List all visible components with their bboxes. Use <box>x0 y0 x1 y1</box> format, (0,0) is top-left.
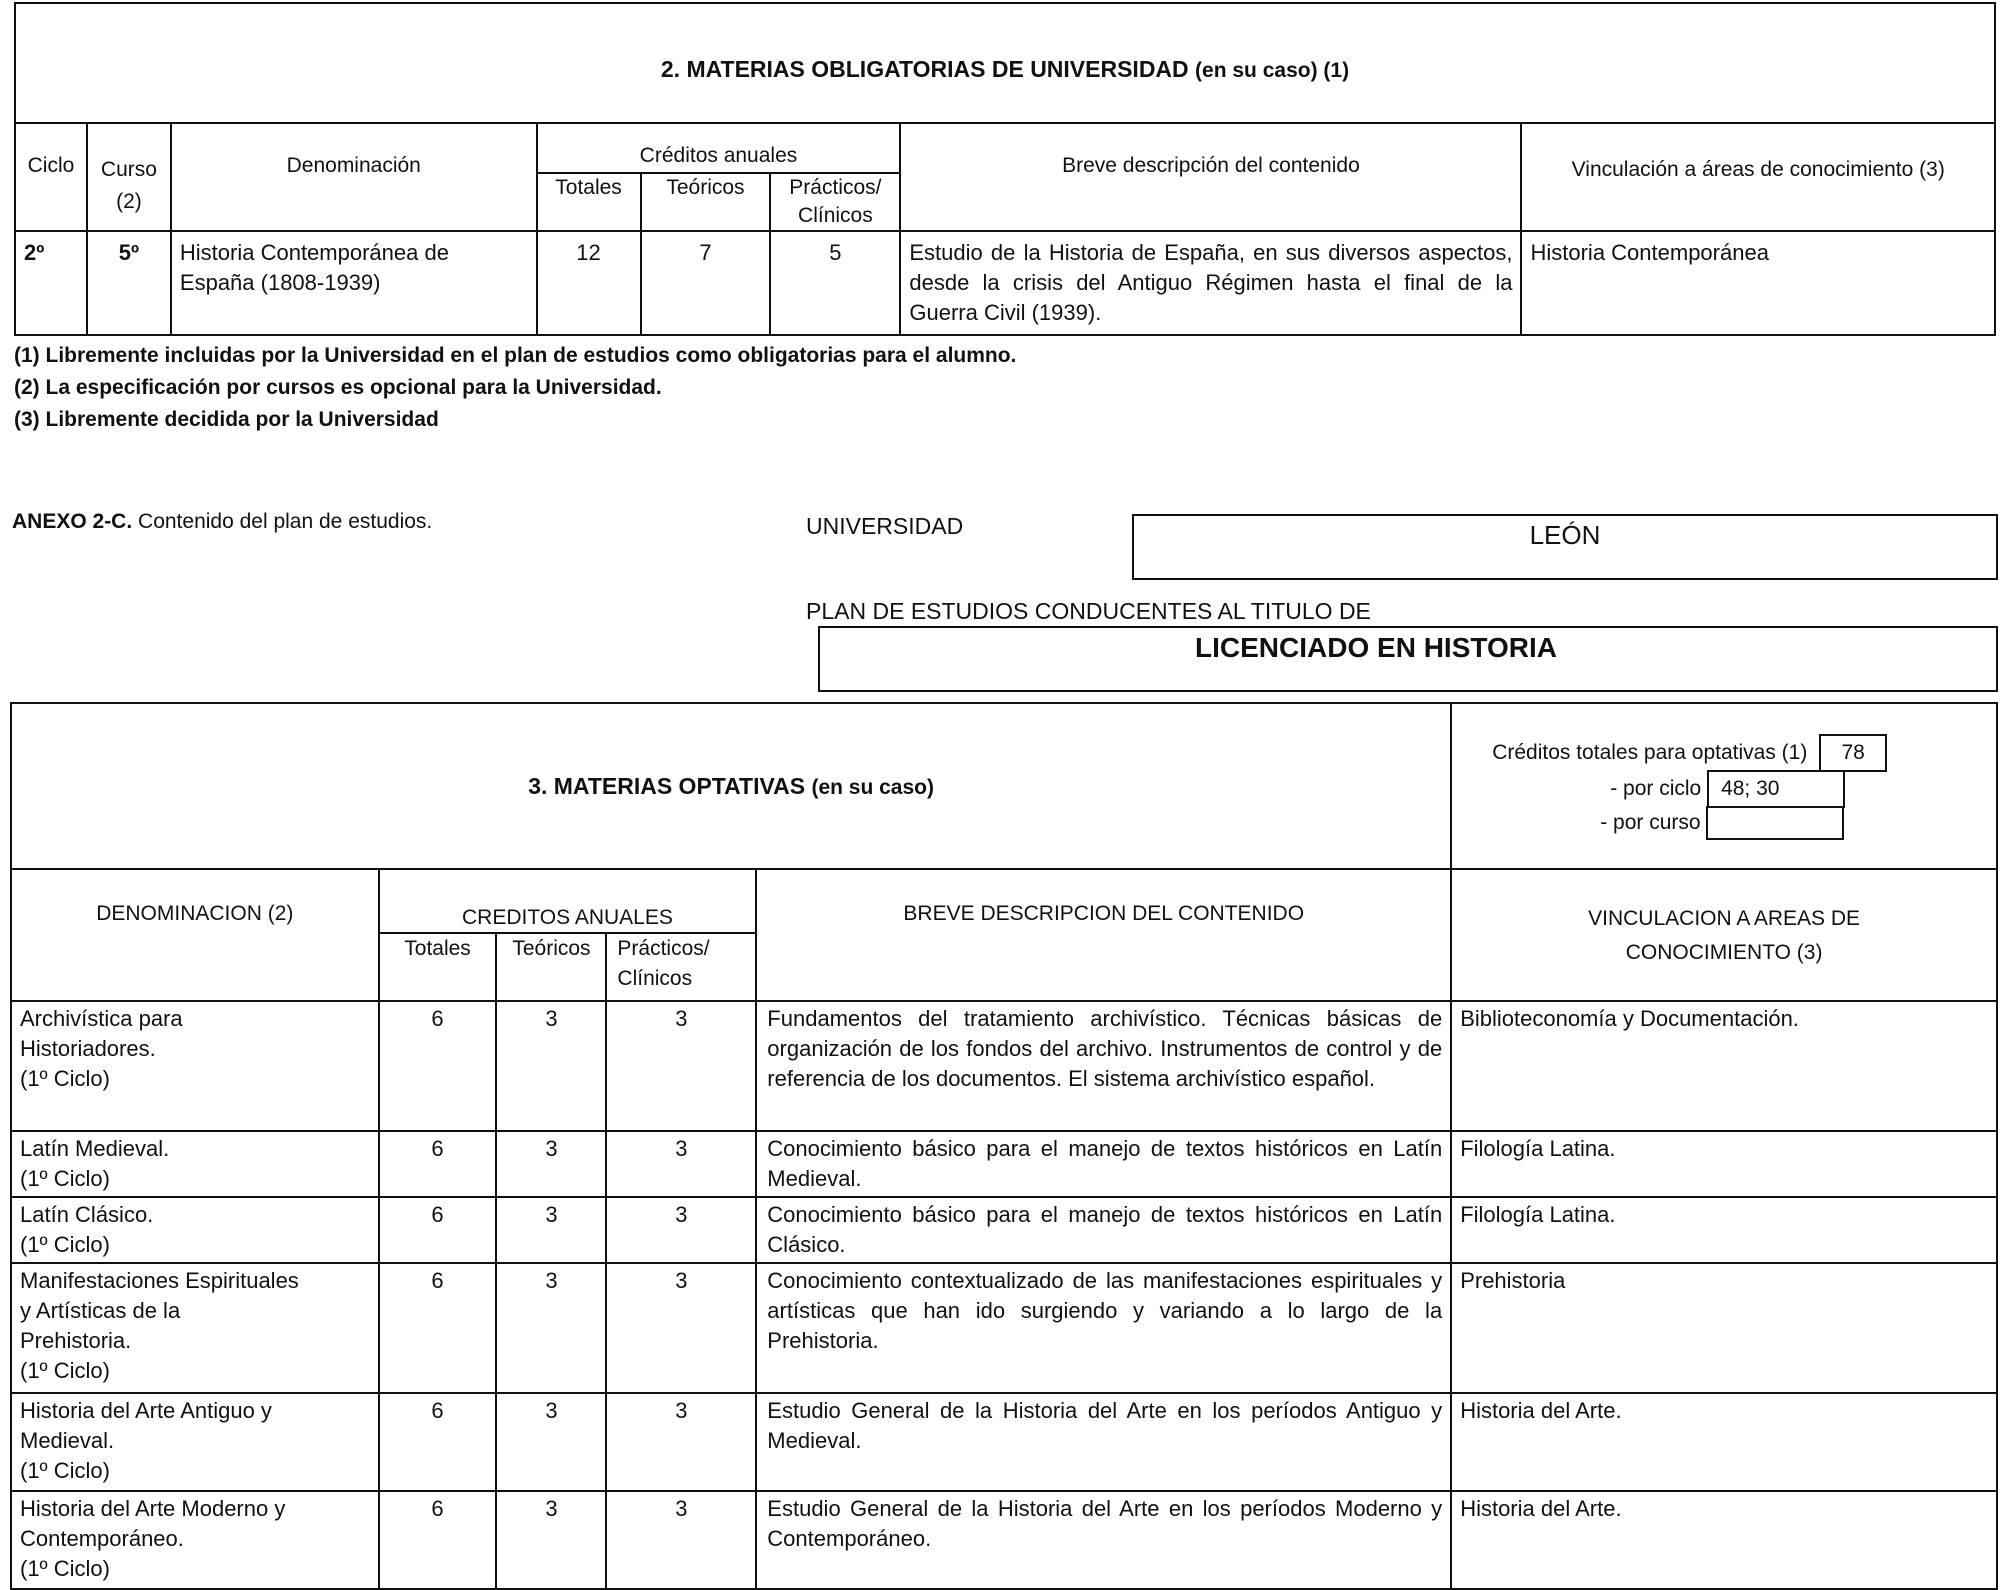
cell-practicos-text: 3 <box>675 1496 688 1521</box>
cell-vinculacion <box>1451 1491 1997 1589</box>
header-vinculacion-text: Vinculación a áreas de conocimiento (3) <box>1571 158 1945 181</box>
cell-teoricos-text: 3 <box>545 1202 558 1227</box>
footnote-1: (1) Libremente incluidas por la Universidad en el plan de estudios como obligatorias para el alumno. <box>14 344 1017 367</box>
header3-vinculacion <box>1451 869 1997 1001</box>
cell-teoricos <box>496 1263 606 1393</box>
header-totales-text: Totales <box>555 176 622 199</box>
cell-descripcion-text: Estudio General de la Historia del Arte en los períodos Moderno y Contemporáneo. <box>767 1496 1443 1551</box>
cell-descripcion-text: Conocimiento contextualizado de las manifestaciones espirituales y artísticas que han ido surgiendo y variando a lo largo de la Prehistoria. <box>767 1268 1443 1353</box>
creditos-totales-value: 78 <box>1819 734 1887 772</box>
header3-denominacion <box>11 869 379 1001</box>
header-denominacion <box>171 123 537 231</box>
denominacion-line: (1º Ciclo) <box>20 1556 110 1581</box>
header3-vinculacion-text-1: VINCULACION A AREAS DE <box>1588 907 1861 930</box>
header-descripcion-text: Breve descripción del contenido <box>1062 154 1360 177</box>
header-practicos-text: Prácticos/ <box>789 176 882 199</box>
cell-descripcion <box>756 1001 1451 1131</box>
table-row <box>11 1001 1997 1131</box>
header-ciclo <box>15 123 87 231</box>
header3-vinculacion-text-2: CONOCIMIENTO (3) <box>1625 941 1823 964</box>
denominacion-line: (1º Ciclo) <box>20 1358 110 1383</box>
footnote-2: (2) La especificación por cursos es opcional para la Universidad. <box>14 376 662 399</box>
header-curso-text: Curso <box>100 158 157 181</box>
cell-teoricos <box>496 1491 606 1589</box>
table-row <box>11 1131 1997 1197</box>
universidad-label: UNIVERSIDAD <box>806 513 964 539</box>
cell-teoricos-text: 3 <box>545 1268 558 1293</box>
cell-teoricos <box>496 1131 606 1197</box>
section3-title <box>11 703 1451 869</box>
section2-title-text: 2. MATERIAS OBLIGATORIAS DE UNIVERSIDAD <box>660 55 1189 82</box>
cell-totales <box>537 231 641 335</box>
cell-descripcion <box>900 231 1521 335</box>
header3-creditos <box>379 869 757 933</box>
cell-teoricos-text: 3 <box>545 1006 558 1031</box>
cell-descripcion <box>756 1393 1451 1491</box>
cell-denominacion-text: Historia Contemporánea de España (1808-1939) <box>179 240 449 295</box>
cell-vinculacion <box>1451 1131 1997 1197</box>
cell-descripcion <box>756 1197 1451 1263</box>
header-clinicos-text: Clínicos <box>798 204 873 227</box>
cell-descripcion-text: Estudio General de la Historia del Arte en los períodos Antiguo y Medieval. <box>767 1398 1443 1453</box>
por-curso-value <box>1706 806 1844 840</box>
cell-teoricos-text: 3 <box>545 1136 558 1161</box>
denominacion-line: Contemporáneo. <box>20 1526 184 1551</box>
cell-practicos-text: 3 <box>675 1202 688 1227</box>
header3-practicos-text: Prácticos/ <box>617 937 710 960</box>
header3-totales-text: Totales <box>404 937 471 960</box>
header-denominacion-text: Denominación <box>286 154 421 177</box>
cell-vinculacion <box>1451 1393 1997 1491</box>
denominacion-line: (1º Ciclo) <box>20 1166 110 1191</box>
anexo-label: ANEXO 2-C. <box>12 510 133 533</box>
cell-teoricos <box>496 1001 606 1131</box>
creditos-totales-label: Créditos totales para optativas (1) <box>1492 741 1808 764</box>
cell-ciclo <box>15 231 87 335</box>
cell-vinculacion-text: Filología Latina. <box>1460 1202 1616 1227</box>
section2-title <box>15 3 1995 123</box>
cell-totales <box>379 1197 497 1263</box>
por-ciclo-label: - por ciclo <box>1610 777 1702 800</box>
cell-denominacion <box>171 231 537 335</box>
header-vinculacion <box>1521 123 1995 231</box>
cell-practicos-text: 3 <box>675 1136 688 1161</box>
header-ciclo-text: Ciclo <box>27 154 75 177</box>
cell-denominacion <box>11 1131 379 1197</box>
cell-practicos <box>606 1263 756 1393</box>
cell-curso-text: 5º <box>118 240 140 265</box>
cell-denominacion <box>11 1491 379 1589</box>
header-descripcion <box>900 123 1521 231</box>
cell-descripcion <box>756 1131 1451 1197</box>
cell-practicos-text: 3 <box>675 1398 688 1423</box>
plan-label: PLAN DE ESTUDIOS CONDUCENTES AL TITULO DE <box>806 598 1371 624</box>
plan-value: LICENCIADO EN HISTORIA <box>1195 632 1557 663</box>
cell-totales-text: 6 <box>431 1136 444 1161</box>
cell-totales-text: 6 <box>431 1268 444 1293</box>
cell-teoricos-text: 3 <box>545 1496 558 1521</box>
cell-practicos <box>606 1131 756 1197</box>
section3-title-text: 3. MATERIAS OPTATIVAS <box>528 772 806 799</box>
denominacion-line: Latín Clásico. <box>20 1202 154 1227</box>
cell-teoricos <box>496 1393 606 1491</box>
header3-totales <box>379 933 497 1001</box>
cell-ciclo-text: 2º <box>24 240 45 265</box>
header3-denominacion-text: DENOMINACION (2) <box>96 902 294 925</box>
cell-practicos <box>606 1491 756 1589</box>
header-practicos <box>770 173 900 231</box>
cell-vinculacion-text: Historia del Arte. <box>1460 1398 1622 1423</box>
cell-denominacion <box>11 1197 379 1263</box>
denominacion-line: Manifestaciones Espirituales <box>20 1268 299 1293</box>
cell-descripcion-text: Estudio de la Historia de España, en sus diversos aspectos, desde la crisis del Antiguo Régimen hasta el final de la Guerra Civil (1939). <box>909 240 1513 325</box>
cell-totales <box>379 1001 497 1131</box>
cell-totales <box>379 1393 497 1491</box>
denominacion-line: Medieval. <box>20 1428 115 1453</box>
section2-table <box>14 2 1996 336</box>
anexo-heading <box>12 510 432 534</box>
header3-descripcion <box>756 869 1451 1001</box>
cell-practicos-text: 5 <box>829 240 842 265</box>
cell-practicos-text: 3 <box>675 1006 688 1031</box>
cell-vinculacion <box>1451 1197 1997 1263</box>
table-row <box>11 1197 1997 1263</box>
por-curso-label: - por curso <box>1600 811 1701 834</box>
cell-descripcion-text: Conocimiento básico para el manejo de textos históricos en Latín Medieval. <box>767 1136 1443 1191</box>
cell-denominacion <box>11 1393 379 1491</box>
cell-denominacion <box>11 1263 379 1393</box>
header3-creditos-text: CREDITOS ANUALES <box>462 906 673 929</box>
cell-practicos <box>606 1393 756 1491</box>
footnotes <box>14 340 1016 436</box>
cell-totales-text: 6 <box>431 1496 444 1521</box>
table-row <box>15 231 1995 335</box>
table-row <box>11 1263 1997 1393</box>
cell-totales-text: 6 <box>431 1006 444 1031</box>
cell-curso <box>87 231 171 335</box>
cell-descripcion-text: Conocimiento básico para el manejo de textos históricos en Latín Clásico. <box>767 1202 1443 1257</box>
cell-denominacion <box>11 1001 379 1131</box>
denominacion-line: (1º Ciclo) <box>20 1458 110 1483</box>
header-curso <box>87 123 171 231</box>
header3-practicos <box>606 933 756 1001</box>
cell-teoricos <box>496 1197 606 1263</box>
cell-totales-text: 6 <box>431 1398 444 1423</box>
section2-title-suffix: (en su caso) (1) <box>1195 58 1350 82</box>
universidad-value: LEÓN <box>1529 520 1601 550</box>
section3-title-suffix: (en su caso) <box>811 775 934 799</box>
table-row <box>11 1491 1997 1589</box>
header-teoricos-text: Teóricos <box>666 176 745 199</box>
header-teoricos <box>641 173 771 231</box>
cell-practicos-text: 3 <box>675 1268 688 1293</box>
cell-practicos <box>770 231 900 335</box>
denominacion-line: (1º Ciclo) <box>20 1232 110 1257</box>
cell-teoricos <box>641 231 771 335</box>
cell-descripcion <box>756 1491 1451 1589</box>
table-row <box>11 1393 1997 1491</box>
header-totales <box>537 173 641 231</box>
denominacion-line: Historia del Arte Moderno y <box>20 1496 286 1521</box>
anexo-text: Contenido del plan de estudios. <box>138 510 433 533</box>
cell-practicos <box>606 1001 756 1131</box>
header3-teoricos <box>496 933 606 1001</box>
denominacion-line: Historiadores. <box>20 1036 156 1061</box>
denominacion-line: y Artísticas de la <box>20 1298 181 1323</box>
cell-totales <box>379 1491 497 1589</box>
cell-vinculacion-text: Prehistoria <box>1460 1268 1566 1293</box>
header-creditos <box>537 123 901 173</box>
denominacion-line: Archivística para <box>20 1006 183 1031</box>
cell-totales <box>379 1263 497 1393</box>
header3-descripcion-text: BREVE DESCRIPCION DEL CONTENIDO <box>903 902 1305 925</box>
cell-totales-text: 6 <box>431 1202 444 1227</box>
cell-vinculacion-text: Filología Latina. <box>1460 1136 1616 1161</box>
footnote-3: (3) Libremente decidida por la Universidad <box>14 408 439 431</box>
denominacion-line: Historia del Arte Antiguo y <box>20 1398 272 1423</box>
cell-descripcion-text: Fundamentos del tratamiento archivístico. Técnicas básicas de organización de los fondos del archivo. Instrumentos de control y de referencia de los documentos. El sistema archivístico español. <box>767 1006 1443 1091</box>
cell-totales-text: 12 <box>576 240 601 265</box>
cell-descripcion <box>756 1263 1451 1393</box>
cell-teoricos-text: 7 <box>699 240 712 265</box>
cell-practicos <box>606 1197 756 1263</box>
denominacion-line: (1º Ciclo) <box>20 1066 110 1091</box>
cell-vinculacion <box>1451 1001 1997 1131</box>
section3-table <box>10 702 1998 1590</box>
cell-vinculacion <box>1451 1263 1997 1393</box>
header-curso-note: (2) <box>116 190 142 213</box>
cell-vinculacion-text: Historia del Arte. <box>1460 1496 1622 1521</box>
cell-vinculacion <box>1521 231 1995 335</box>
optativas-rows <box>11 1001 1997 1589</box>
cell-totales <box>379 1131 497 1197</box>
denominacion-line: Latín Medieval. <box>20 1136 170 1161</box>
header-creditos-text: Créditos anuales <box>639 144 798 167</box>
creditos-optativas-box <box>1451 703 1997 869</box>
cell-teoricos-text: 3 <box>545 1398 558 1423</box>
header3-teoricos-text: Teóricos <box>512 937 591 960</box>
cell-vinculacion-text: Biblioteconomía y Documentación. <box>1460 1006 1799 1031</box>
cell-vinculacion-text: Historia Contemporánea <box>1530 240 1769 265</box>
denominacion-line: Prehistoria. <box>20 1328 132 1353</box>
por-ciclo-value: 48; 30 <box>1707 770 1845 808</box>
header3-clinicos-text: Clínicos <box>617 967 693 990</box>
